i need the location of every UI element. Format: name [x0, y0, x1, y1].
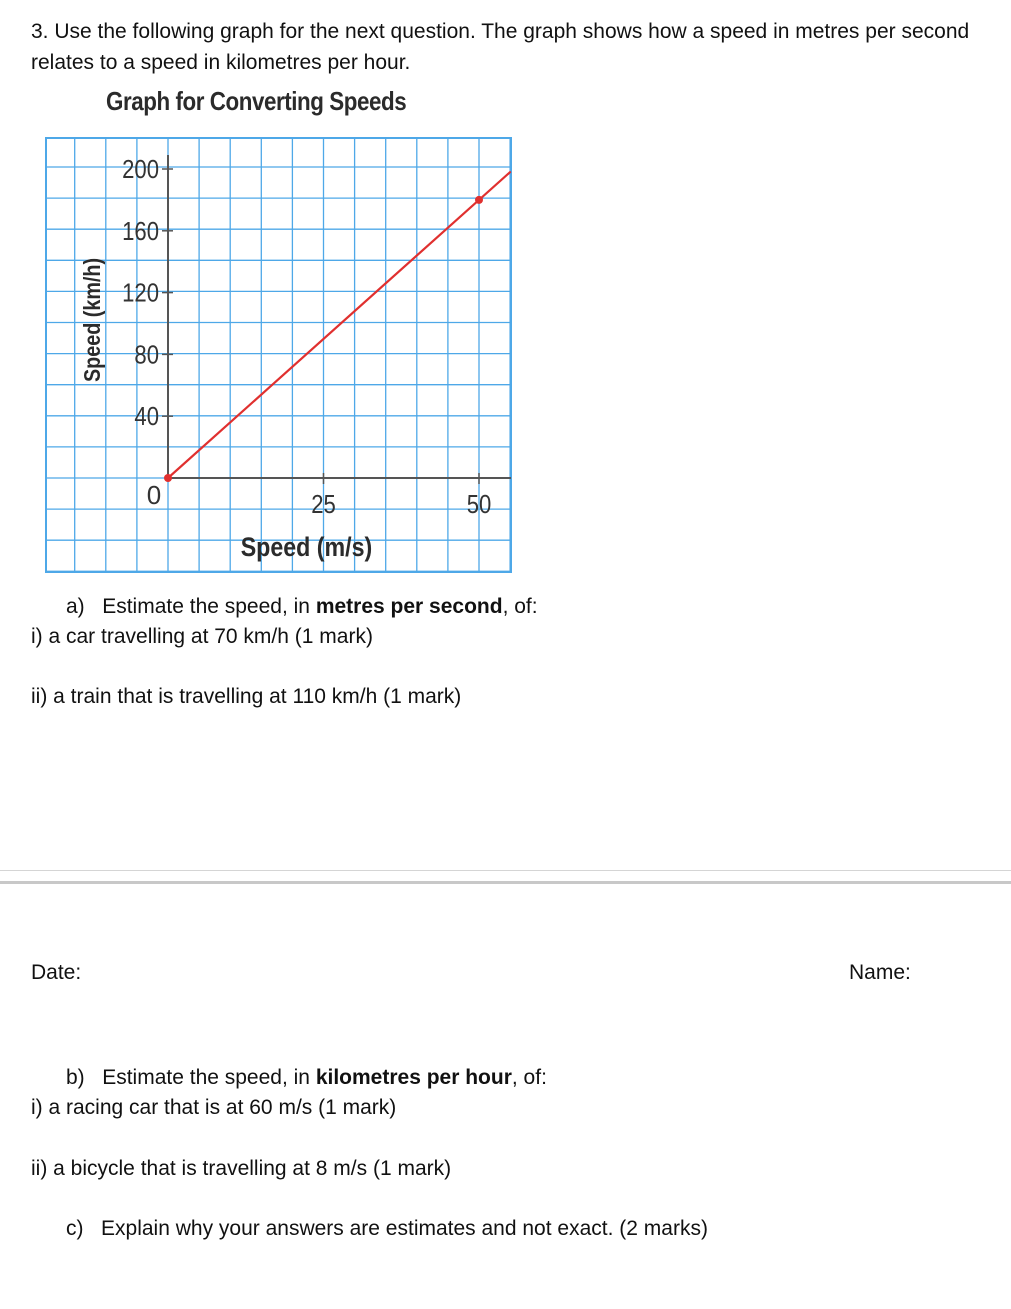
- chart-title: Graph for Converting Speeds: [106, 86, 407, 116]
- graph-border: [46, 138, 511, 572]
- part-a-item-i: i) a car travelling at 70 km/h (1 mark): [31, 625, 373, 648]
- series: [164, 172, 510, 482]
- date-label: Date:: [31, 961, 82, 984]
- part-b-bold: kilometres per hour: [315, 1066, 512, 1089]
- x-tick-label: 25: [311, 490, 336, 520]
- part-b-label: b): [66, 1066, 85, 1089]
- part-a-text-1: Estimate the speed, in: [102, 595, 316, 618]
- y-tick-label: 200: [122, 155, 159, 185]
- axes: [168, 155, 511, 478]
- conversion-chart: [45, 137, 512, 573]
- x-axis-title: Speed (m/s): [240, 532, 373, 563]
- part-c-text: Explain why your answers are estimates and not exact. (2 marks): [101, 1217, 708, 1240]
- part-b-prompt: [66, 1063, 547, 1093]
- part-c-prompt: [66, 1214, 708, 1244]
- y-tick-label: 40: [134, 402, 159, 432]
- part-a-label: a): [66, 595, 85, 618]
- y-tick-label: 120: [122, 278, 159, 309]
- grid: [46, 138, 511, 572]
- chart-labels: [80, 155, 492, 562]
- page-divider: [0, 881, 1011, 884]
- y-tick-label: 80: [134, 340, 159, 370]
- ticks: [162, 169, 479, 484]
- name-label: Name:: [849, 961, 911, 984]
- page-divider: [0, 870, 1011, 871]
- part-a-prompt: [66, 592, 538, 622]
- part-a-text-2: , of:: [502, 595, 538, 618]
- series-line: [168, 172, 510, 478]
- y-axis-title: Speed (km/h): [79, 257, 106, 383]
- part-b-item-i: i) a racing car that is at 60 m/s (1 mark): [31, 1096, 397, 1119]
- question-intro: 3. Use the following graph for the next question. The graph shows how a speed in metres per second relates to a speed in kilometres per hour.: [31, 20, 970, 74]
- x-tick-label: 50: [466, 490, 492, 520]
- part-c-label: c): [66, 1217, 84, 1240]
- origin-label: 0: [146, 480, 162, 510]
- part-b-text-1: Estimate the speed, in: [102, 1066, 316, 1089]
- part-a-item-ii: ii) a train that is travelling at 110 km/h (1 mark): [31, 685, 462, 708]
- part-a-bold: metres per second: [315, 595, 503, 618]
- part-b-item-ii: ii) a bicycle that is travelling at 8 m/s (1 mark): [31, 1157, 452, 1180]
- data-point: [475, 196, 483, 204]
- part-b-text-2: , of:: [511, 1066, 547, 1089]
- data-point: [164, 474, 172, 482]
- y-tick-label: 160: [122, 217, 159, 247]
